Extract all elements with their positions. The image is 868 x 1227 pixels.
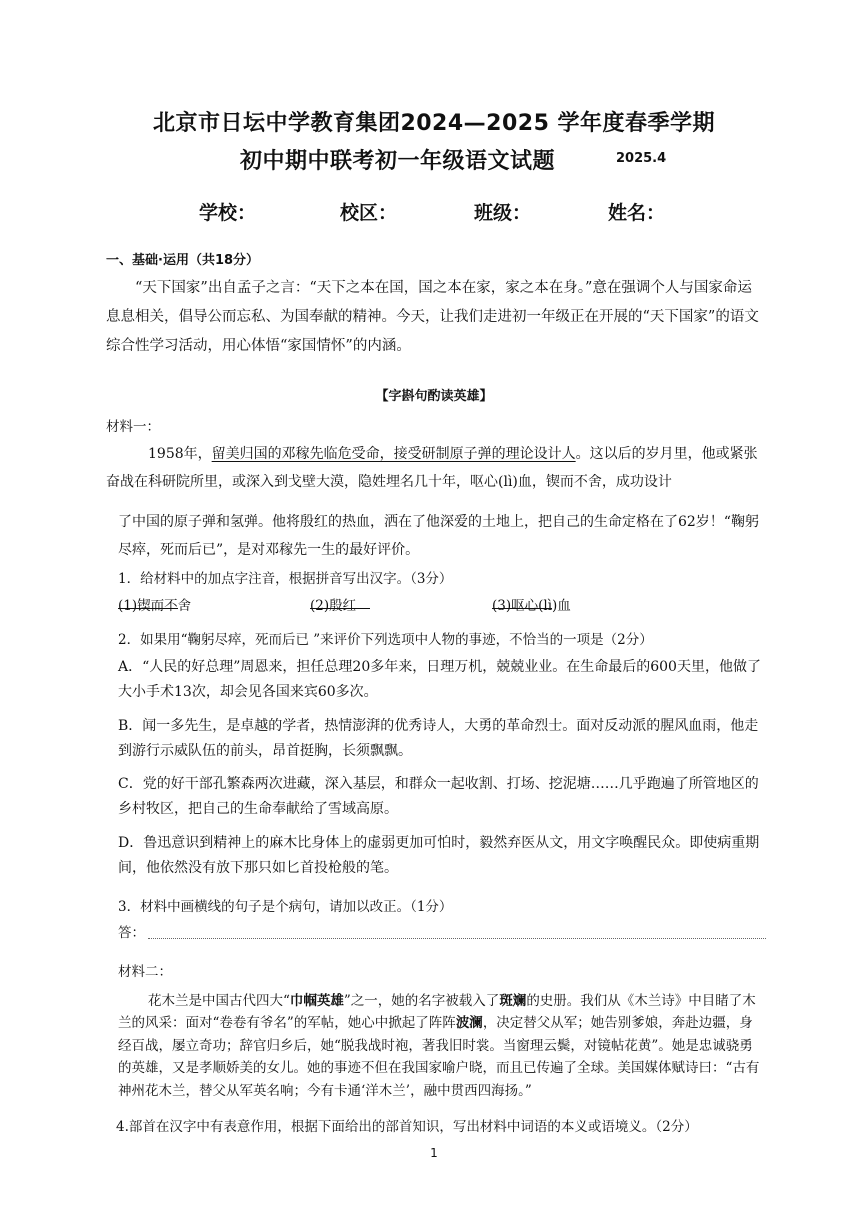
answer-label: 答： (118, 925, 145, 941)
school-label: 学校： (199, 202, 257, 224)
class-label: 班级： (474, 202, 532, 224)
option-c: C．党的好干部孔繁森两次进藏，深入基层，和群众一起收割、打场、挖泥塘……几乎跑遍了所管地区的乡村牧区，把自己的生命奉献给了雪域高原。 (118, 776, 759, 817)
answer-line[interactable] (148, 938, 766, 939)
option-a: A．“人民的好总理”周恩来，担任总理20多年来，日理万机，兢兢业业。在生命最后的600天里，他做了大小手术13次，却会见各国来宾60多次。 (118, 659, 761, 700)
material1-post: 。这以后的岁月里，他或紧张奋战在科研院所里，或深入到戈壁大漠，隐姓埋名几十年，呕心(lì)血，锲而不舍，成功设计 (106, 446, 758, 490)
subsection-heading: 【字斟句酌读英雄】 (375, 389, 493, 404)
bold-term: 波澜 (455, 1015, 483, 1032)
question-2: 2．如果用“鞠躬尽瘁，死而后已 ”来评价下列选项中人物的事迹，不恰当的一项是（2分） (118, 632, 653, 648)
underlined-sentence: 留美归国的邓稼先临危受命，接受研制原子弹的理论设计人 (211, 446, 576, 462)
bold-term: 斑斓 (499, 993, 527, 1009)
material1-continued: 了中国的原子弹和氢弹。他将殷红的热血，洒在了他深爱的土地上，把自己的生命定格在了62岁！“鞠躬尽瘁，死而后已”，是对邓稼先一生的最好评价。 (118, 514, 759, 558)
answer-blank[interactable] (310, 594, 370, 609)
option-b: B．闻一多先生，是卓越的学者，热情澎湃的优秀诗人，大勇的革命烈士。面对反动派的腥风血雨，他走到游行示威队伍的前头，昂首挺胸，长须飘飘。 (118, 718, 759, 759)
exam-title-line1: 北京市日坛中学教育集团2024—2025 学年度春季学期 (152, 111, 716, 136)
section-heading: 一、基础·运用（共18分） (106, 253, 260, 268)
material1-text (106, 440, 766, 496)
exam-date: 2025.4 (616, 151, 667, 166)
intro-paragraph: “天下国家”出自孟子之言：“天下之本在国，国之本在家，家之本在身。”意在强调个人与国家命运息息相关，倡导公而忘私、为国奉献的精神。今天，让我们走进初一年级正在开展的“天下国家”的语文综合性学习活动，用心体悟“家国情怀”的内涵。 (106, 280, 759, 354)
material2-text: 花木兰是中国古代四大“巾帼英雄”之一，她的名字被载入了斑斓的史册。我们从《木兰诗》中目睹了木兰的风采：面对“卷卷有爷名”的军帖，她心中掀起了阵阵波澜，决定替父从军；她告别爹娘，奔赴边疆，身经百战，屡立奇功；辞官归乡后，她“脱我战时袍，著我旧时裳。当窗理云鬓，对镜帖花黄”。她是忠诚骁勇的英雄，又是孝顺娇美的女儿。她的事迹不但在我国家喻户晓，而且已传遍了全球。美国媒体赋诗曰：“古有神州花木兰，替父从军英名响；今有卡通‘洋木兰’，融中贯西四海扬。” (118, 993, 760, 1099)
answer-blank[interactable] (492, 594, 552, 609)
page-number: 1 (430, 1146, 438, 1160)
option-d: D．鲁迅意识到精神上的麻木比身体上的虚弱更加可怕时，毅然弃医从文，用文字唤醒民众。即使病重期间，他依然没有放下那只如匕首投枪般的笔。 (118, 835, 760, 876)
exam-title-line2: 初中期中联考初一年级语文试题 (240, 149, 556, 174)
question-1: 1．给材料中的加点字注音，根据拼音写出汉字。（3分） (118, 571, 453, 587)
answer-blank[interactable] (118, 594, 178, 609)
question-3: 3．材料中画横线的句子是个病句，请加以改正。（1分） (118, 899, 453, 915)
material1-label: 材料一： (106, 419, 160, 435)
name-label: 姓名： (608, 202, 666, 224)
material1-pre: 1958年， (148, 446, 212, 462)
question-4: 4.部首在汉字中有表意作用，根据下面给出的部首知识，写出材料中词语的本义或语境义。（2分） (116, 1119, 698, 1135)
material2-label: 材料二： (118, 964, 172, 980)
exam-page: 北京市日坛中学教育集团2024—2025 学年度春季学期 初中期中联考初一年级语文试题 2025.4 学校： 校区： 班级： 姓名： 一、基础·运用（共18分） “天下国家”出自孟子之言：“天下之本在国，国之本在家，家之本在身。”意在强调个人与国家命运息息相关，倡导公而忘私、为国奉献的精神。今天，让我们走进初一年级正在开展的“天下国家”的语文综合性学习活动，用心体悟“家国情怀”的内涵。 【字斟句酌读英雄】 材料一： 1958年，留美归国的邓稼先临危受命，接受研制原子弹的理论设计人。这以后的岁月里，他或紧张奋战在科研院所里，或深入到戈壁大漠，隐姓埋名几十年，呕心(lì)血，锲而不舍，成功设计 了中国的原子弹和氢弹。他将殷红的热血，洒在了他深爱的土地上，把自己的生命定格在了62岁！“鞠躬尽瘁，死而后已”，是对邓稼先一生的最好评价。 1．给材料中的加点字注音，根据拼音写出汉字。（3分） (1)锲而不舍 (2)殷红 (3)呕心(lì)血 2．如果用“鞠躬尽瘁，死而后已 ”来评价下列选项中人物的事迹，不恰当的一项是（2分） A．“人民的好总理”周恩来，担任总理20多年来，日理万机，兢兢业业。在生命最后的600天里，他做了大小手术13次，却会见各国来宾60多次。 B．闻一多先生，是卓越的学者，热情澎湃的优秀诗人，大勇的革命烈士。面对反动派的腥风血雨，他走到游行示威队伍的前头，昂首挺胸，长须飘飘。 C．党的好干部孔繁森两次进藏，深入基层，和群众一起收割、打场、挖泥塘……几乎跑遍了所管地区的乡村牧区，把自己的生命奉献给了雪域高原。 D．鲁迅意识到精神上的麻木比身体上的虚弱更加可怕时，毅然弃医从文，用文字唤醒民众。即使病重期间，他依然没有放下那只如匕首投枪般的笔。 3．材料中画横线的句子是个病句，请加以改正。（1分） 答： 材料二： 花木兰是中国古代四大“巾帼英雄”之一，她的名字被载入了斑斓的史册。我们从《木兰诗》中目睹了木兰的风采：面对“卷卷有爷名”的军帖，她心中掀起了阵阵波澜，决定替父从军；她告别爹娘，奔赴边疆，身经百战，屡立奇功；辞官归乡后，她“脱我战时袍，著我旧时裳。当窗理云鬓，对镜帖花黄”。她是忠诚骁勇的英雄，又是孝顺娇美的女儿。她的事迹不但在我国家喻户晓，而且已传遍了全球。美国媒体赋诗曰：“古有神州花木兰，替父从军英名响；今有卡通‘洋木兰’，融中贯西四海扬。” 4.部首在汉字中有表意作用，根据下面给出的部首知识，写出材料中词语的本义或语境义。（2分） 1 (0, 0, 868, 1227)
bold-term: 巾帼英雄 (289, 993, 344, 1009)
campus-label: 校区： (340, 202, 398, 224)
